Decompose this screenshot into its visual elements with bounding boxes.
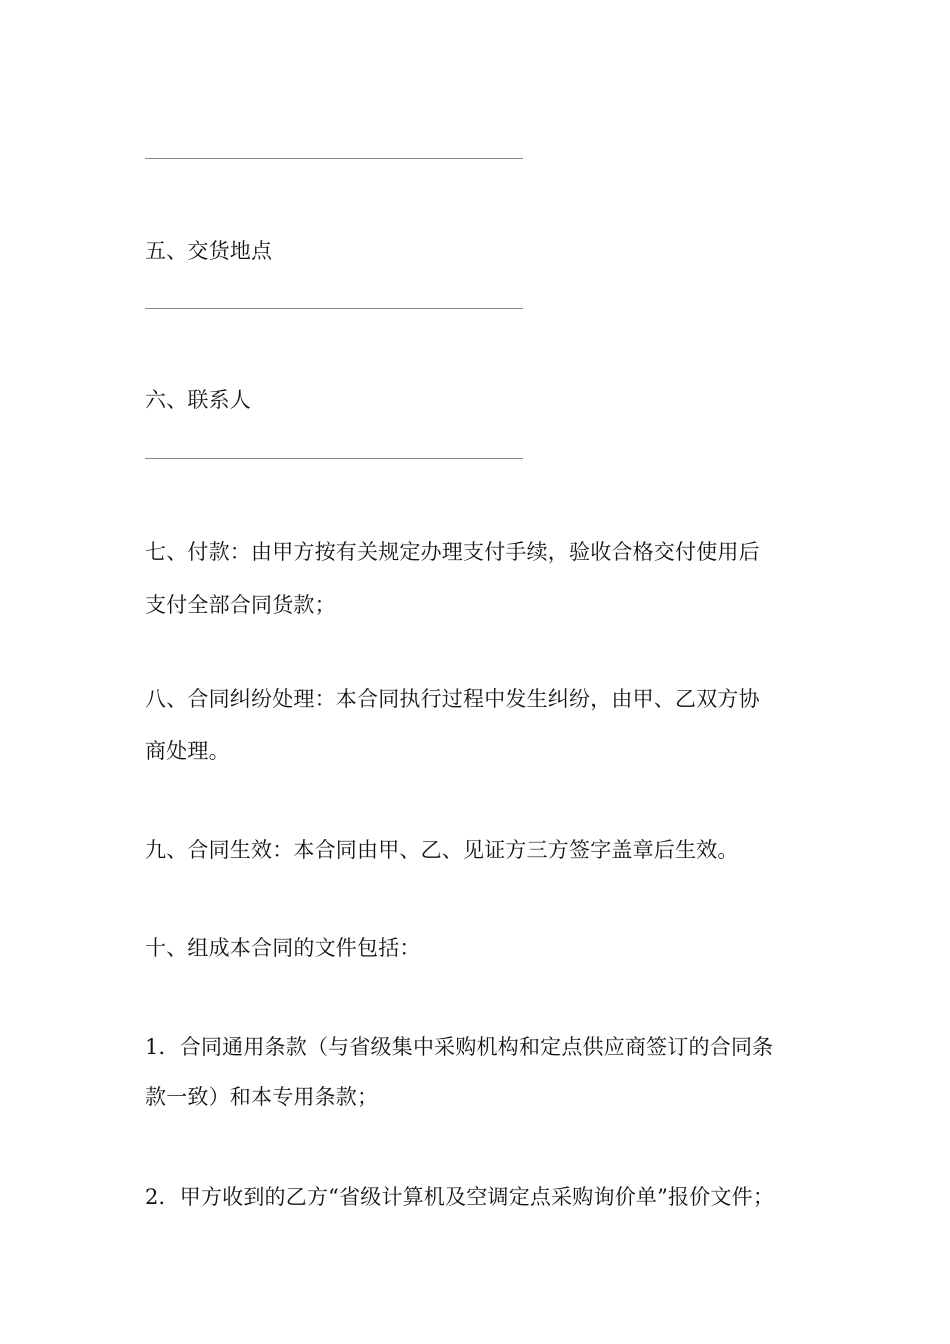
paragraph-effectiveness: 九、合同生效：本合同由甲、乙、见证方三方签字盖章后生效。 <box>145 838 739 862</box>
fill-in-line <box>145 458 523 459</box>
fill-in-line <box>145 308 523 309</box>
list-item-2: 2．甲方收到的乙方“省级计算机及空调定点采购询价单”报价文件； <box>145 1185 775 1209</box>
paragraph-payment-line-2: 支付全部合同货款； <box>145 593 336 617</box>
list-item-1-line-2: 款一致）和本专用条款； <box>145 1085 379 1109</box>
section-heading-delivery-location: 五、交货地点 <box>145 239 273 263</box>
paragraph-dispute-line-2: 商处理。 <box>145 739 230 763</box>
paragraph-dispute-line-1: 八、合同纠纷处理：本合同执行过程中发生纠纷，由甲、乙双方协 <box>145 687 760 711</box>
list-item-1-line-1: 1．合同通用条款（与省级集中采购机构和定点供应商签订的合同条 <box>145 1035 774 1059</box>
section-heading-contact-person: 六、联系人 <box>145 388 251 412</box>
fill-in-line <box>145 158 523 159</box>
paragraph-contract-documents: 十、组成本合同的文件包括： <box>145 936 421 960</box>
paragraph-payment-line-1: 七、付款：由甲方按有关规定办理支付手续，验收合格交付使用后 <box>145 540 760 564</box>
